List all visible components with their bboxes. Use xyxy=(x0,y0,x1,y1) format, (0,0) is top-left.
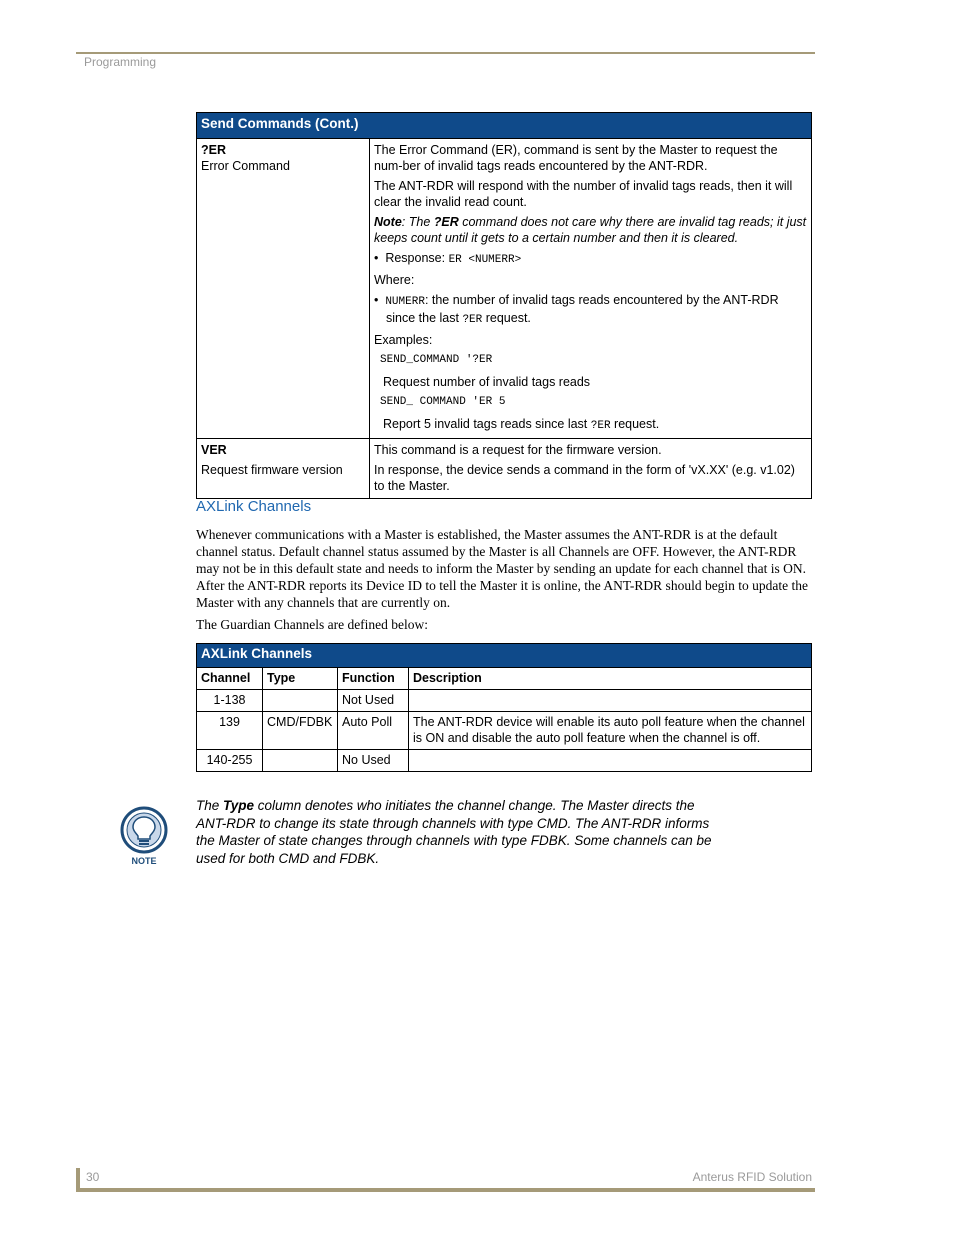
function-cell: Not Used xyxy=(338,690,409,712)
column-header: Channel xyxy=(197,668,263,690)
description-cell xyxy=(409,690,812,712)
paragraph: The Error Command (ER), command is sent by the Master to request the num-ber of invalid tags reads encountered by the ANT-RDR. xyxy=(374,143,778,173)
axlink-channels-table xyxy=(196,643,812,772)
note-text: column denotes who initiates the channel change. The Master directs the ANT-RDR to change its state through channels with type CMD. The ANT-RDR informs the Master of state changes through channels with type FDBK. Some channels can be used for both CMD and FDBK. xyxy=(196,798,712,866)
type-cell xyxy=(263,690,338,712)
table-row xyxy=(197,750,812,772)
example-code: SEND_COMMAND '?ER xyxy=(380,354,493,366)
body-paragraph: Whenever communications with a Master is established, the Master assumes the ANT-RDR is at the default channel status. Default channel status assumed by the Master is all Channels are OFF. However, the ANT-RDR may not be in this default state and needs to inform the Master by sending an update for each channel that is ON. After the ANT-RDR reports its Device ID to tell the Master it is online, the ANT-RDR should begin to update the Master with any channels that are currently on. xyxy=(196,527,809,610)
column-header: Function xyxy=(338,668,409,690)
note-text: The xyxy=(196,798,224,813)
note-emphasis: Type xyxy=(223,798,255,813)
column-header: Description xyxy=(409,668,812,690)
type-cell: CMD/FDBK xyxy=(263,712,338,750)
footer-rule xyxy=(76,1188,815,1192)
numerr-code-ref: ?ER xyxy=(462,314,483,326)
command-details-cell xyxy=(370,439,812,499)
body-paragraph: The Guardian Channels are defined below: xyxy=(196,617,429,632)
description-cell xyxy=(409,750,812,772)
numerr-text: : the number of invalid tags reads encountered by the ANT-RDR since the last xyxy=(386,293,779,325)
numerr-bullet: • NUMERR: the number of invalid tags reads encountered by the ANT-RDR since the last ?ER request. xyxy=(374,293,779,326)
description-cell: The ANT-RDR device will enable its auto poll feature when the channel is ON and disable the auto poll feature when the channel is off. xyxy=(409,712,812,750)
table-row xyxy=(197,712,812,750)
example-description: Request number of invalid tags reads xyxy=(383,375,591,389)
command-name: ?ER xyxy=(201,143,226,157)
response-code: ER <NUMERR> xyxy=(448,254,522,266)
command-cell xyxy=(197,139,370,439)
channel-cell: 139 xyxy=(197,712,263,750)
command-name: VER xyxy=(201,443,227,457)
example-code-ref: ?ER xyxy=(590,420,611,432)
where-label: Where: xyxy=(374,273,415,287)
function-cell: No Used xyxy=(338,750,409,772)
note-paragraph xyxy=(374,214,807,246)
send-commands-table xyxy=(196,112,812,499)
send-commands-table-title: Send Commands (Cont.) xyxy=(197,113,812,139)
note-label: Note xyxy=(374,215,402,229)
table-row xyxy=(197,690,812,712)
numerr-code: NUMERR xyxy=(385,296,425,308)
table-row xyxy=(197,439,812,499)
command-description: Request firmware version xyxy=(201,463,343,477)
example-text-end: request. xyxy=(610,417,660,431)
note-lightbulb-icon xyxy=(118,806,170,868)
channel-cell: 140-255 xyxy=(197,750,263,772)
footer-title: Anterus RFID Solution xyxy=(692,1170,812,1184)
example-code: SEND_ COMMAND 'ER 5 xyxy=(380,396,506,408)
examples-label: Examples: xyxy=(374,333,433,347)
paragraph: In response, the device sends a command in the form of 'vX.XX' (e.g. v1.02) to the Master. xyxy=(374,463,795,493)
command-cell xyxy=(197,439,370,499)
note-text: : The xyxy=(401,215,434,229)
command-description: Error Command xyxy=(201,159,290,173)
example-text: Report 5 invalid tags reads since last xyxy=(383,417,591,431)
type-cell xyxy=(263,750,338,772)
page-number: 30 xyxy=(86,1170,100,1184)
command-details-cell xyxy=(370,139,812,439)
channel-cell: 1-138 xyxy=(197,690,263,712)
note-text-block xyxy=(196,797,726,867)
paragraph: This command is a request for the firmware version. xyxy=(374,443,662,457)
table-row xyxy=(197,139,812,439)
response-bullet: • Response: ER <NUMERR> xyxy=(374,251,522,266)
table-header-row xyxy=(197,668,812,690)
header-section-label: Programming xyxy=(84,55,157,69)
column-header: Type xyxy=(263,668,338,690)
note-icon-label: NOTE xyxy=(131,856,157,866)
example-description xyxy=(374,416,807,434)
axlink-table-title: AXLink Channels xyxy=(197,644,812,668)
paragraph: The ANT-RDR will respond with the number of invalid tags reads, then it will clear the invalid read count. xyxy=(374,179,793,209)
section-heading: AXLink Channels xyxy=(196,498,312,515)
note-command: ?ER xyxy=(433,215,459,229)
note-text: command does not care why there are invalid tag reads; it just keeps count until it gets to a certain number and then it is cleared. xyxy=(374,215,807,245)
header-rule xyxy=(76,52,815,54)
response-label: Response: xyxy=(385,251,449,265)
function-cell: Auto Poll xyxy=(338,712,409,750)
numerr-text-end: request. xyxy=(482,311,531,325)
